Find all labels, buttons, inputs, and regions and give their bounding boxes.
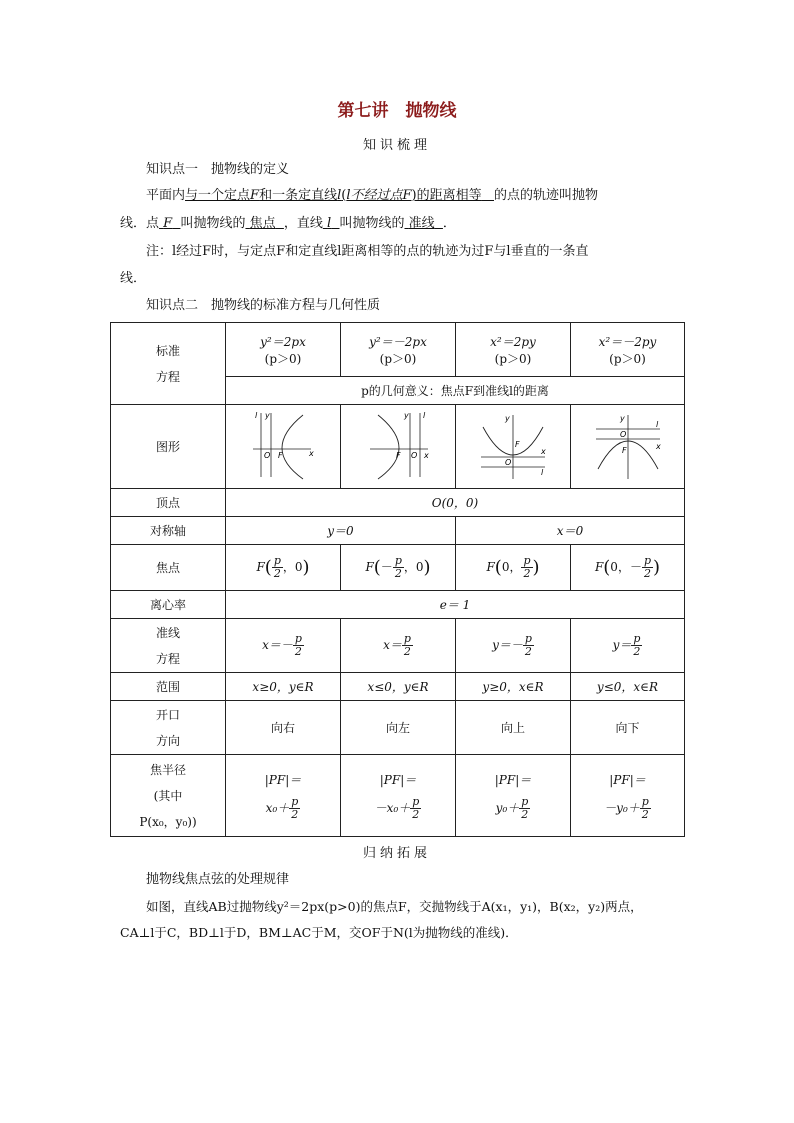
text: 准线 xyxy=(408,216,435,231)
fraction xyxy=(293,633,304,658)
svg-text:y: y xyxy=(404,411,409,420)
svg-text:y: y xyxy=(265,411,270,420)
radius-cell xyxy=(226,755,341,837)
fraction xyxy=(410,796,421,821)
row-label-radius: 焦半径 (其中 P(x₀，y₀)) xyxy=(111,755,226,837)
row-label-graph: 图形 xyxy=(111,405,226,489)
text: F xyxy=(486,560,495,574)
text: x＝ xyxy=(383,638,402,652)
text: l xyxy=(327,216,332,231)
text: p xyxy=(273,554,281,567)
kp2-heading: 知识点二 抛物线的标准方程与几何性质 xyxy=(146,298,381,313)
svg-text:F: F xyxy=(278,451,283,460)
text: 焦点 xyxy=(249,216,276,231)
svg-text:x: x xyxy=(424,451,429,460)
kp3-heading: 抛物线焦点弦的处理规律 xyxy=(146,872,290,887)
row-label-std: 标准 方程 xyxy=(111,323,226,405)
open-value: 向左 xyxy=(341,701,456,755)
p-meaning: p的几何意义：焦点F到准线l的距离 xyxy=(226,377,685,405)
kp1-definition-line1 xyxy=(120,182,680,210)
text: |PF|＝ xyxy=(609,772,646,787)
text: (p＞0) xyxy=(379,351,417,366)
directrix-cell xyxy=(341,619,456,673)
text: (p＞0) xyxy=(264,351,302,366)
text: 平面内 xyxy=(146,188,186,203)
text: p xyxy=(291,794,299,808)
properties-table xyxy=(110,322,685,837)
directrix-cell xyxy=(226,619,341,673)
table-row xyxy=(111,591,685,619)
text: |PF|＝ xyxy=(379,772,417,787)
row-label-range: 范围 xyxy=(111,673,226,701)
section-heading-extension: 归纳拓展 xyxy=(362,846,431,861)
graph-cell xyxy=(456,405,571,489)
text: 的点的轨迹叫抛物 xyxy=(494,188,599,203)
text: )的距离相等 xyxy=(411,188,482,203)
text: y₀＋ xyxy=(495,800,520,815)
fraction xyxy=(519,796,530,821)
text: 0 xyxy=(501,560,510,574)
svg-text:x: x xyxy=(655,442,661,451)
std-eq-cell xyxy=(456,323,571,377)
svg-text:O: O xyxy=(619,430,626,439)
text: l xyxy=(337,188,342,203)
axis-value: y＝0 xyxy=(226,517,456,545)
text: |PF|＝ xyxy=(494,772,532,787)
text: F xyxy=(365,560,374,574)
fraction xyxy=(523,633,534,658)
text: 2 xyxy=(643,567,651,580)
blank-answer-5 xyxy=(405,216,443,231)
svg-text:l: l xyxy=(423,411,426,420)
fraction xyxy=(640,796,651,821)
text: p xyxy=(641,794,649,808)
focus-cell: F( $\frac{p}{2}$ ，0) xyxy=(226,545,341,591)
kp3-paragraph-line1: 如图，直线AB过抛物线y²＝2px(p>0)的焦点F，交抛物线于A(x₁，y₁)，B(x₂，y₂)两点， xyxy=(146,899,643,914)
vertex-value: O(0，0) xyxy=(226,489,685,517)
text: 2 xyxy=(523,567,531,580)
text: p xyxy=(523,554,531,567)
fraction xyxy=(642,555,653,580)
row-label-directrix: 准线 方程 xyxy=(111,619,226,673)
text: p xyxy=(294,632,302,645)
table-row xyxy=(111,323,685,377)
svg-text:F: F xyxy=(396,451,401,460)
svg-text:l: l xyxy=(655,420,658,429)
ecc-value: e＝ 1 xyxy=(226,591,685,619)
text: ，直线 xyxy=(283,216,323,231)
open-value: 向上 xyxy=(456,701,571,755)
text: p xyxy=(633,632,641,645)
graph-down-opening xyxy=(592,409,664,481)
fraction xyxy=(402,633,413,658)
text: p xyxy=(394,554,402,567)
text: 2 xyxy=(394,567,402,580)
graph-cell xyxy=(571,405,685,489)
focus-cell: F(0，－ $\frac{p}{2}$ ) xyxy=(571,545,685,591)
text: y＝ xyxy=(612,638,632,652)
fraction xyxy=(631,633,642,658)
text: p xyxy=(521,794,529,808)
row-label-open: 开口 方向 xyxy=(111,701,226,755)
text: ， xyxy=(403,560,416,574)
svg-text:F: F xyxy=(621,446,627,455)
text: ， xyxy=(282,560,295,574)
page-title: 第七讲 抛物线 xyxy=(337,101,457,121)
text: 2 xyxy=(521,807,529,821)
svg-text:x: x xyxy=(309,449,314,458)
fraction xyxy=(289,796,300,821)
text: y²＝－2px xyxy=(369,334,427,349)
text: 叫抛物线的 xyxy=(180,216,246,231)
text: －x₀＋ xyxy=(374,800,411,815)
kp1-note-cont: 线． xyxy=(120,271,147,286)
focus-cell: F(－ $\frac{p}{2}$ ，0) xyxy=(341,545,456,591)
svg-text:l: l xyxy=(541,468,544,477)
text: 0 xyxy=(610,560,618,574)
table-row xyxy=(111,405,685,489)
text: ． xyxy=(442,216,456,231)
directrix-cell xyxy=(571,619,685,673)
range-value: y≥0，x∈R xyxy=(456,673,571,701)
text: p xyxy=(412,794,420,808)
svg-text:O: O xyxy=(264,451,271,460)
text: (p＞0) xyxy=(494,351,532,366)
range-value: y≤0，x∈R xyxy=(571,673,685,701)
axis-value: x＝0 xyxy=(456,517,685,545)
directrix-cell xyxy=(456,619,571,673)
table-row xyxy=(111,619,685,673)
table-row xyxy=(111,545,685,591)
text: 和一条定直线 xyxy=(259,188,338,203)
range-value: x≤0，y∈R xyxy=(341,673,456,701)
blank-answer-2 xyxy=(159,216,180,231)
svg-text:F: F xyxy=(515,440,520,449)
graph-cell xyxy=(226,405,341,489)
text: (p＞0) xyxy=(609,351,646,366)
graph-left-opening xyxy=(366,409,430,481)
std-eq-cell xyxy=(571,323,685,377)
text: ( xyxy=(341,188,347,203)
text: x²＝2py xyxy=(490,334,536,349)
text: －y₀＋ xyxy=(604,800,640,815)
std-eq-cell xyxy=(226,323,341,377)
kp1-note: 注：l经过F时，与定点F和定直线l距离相等的点的轨迹为过F与l垂直的一条直 xyxy=(146,244,589,259)
open-value: 向下 xyxy=(571,701,685,755)
text: 与一个定点 xyxy=(185,188,251,203)
radius-cell xyxy=(571,755,685,837)
text: p xyxy=(524,632,532,645)
fraction xyxy=(393,555,404,580)
text: |PF|＝ xyxy=(264,772,302,787)
svg-text:y: y xyxy=(619,414,625,423)
text: F xyxy=(594,560,604,574)
text: x＝－ xyxy=(262,638,293,652)
text: l不经过点F xyxy=(346,188,412,203)
section-heading-knowledge: 知识梳理 xyxy=(362,138,431,153)
text: x²＝－2py xyxy=(598,334,657,349)
text: 0 xyxy=(415,560,424,574)
table-row xyxy=(111,517,685,545)
kp1-heading: 知识点一 抛物线的定义 xyxy=(146,162,290,177)
text: p xyxy=(643,554,652,567)
graph-cell xyxy=(341,405,456,489)
svg-text:l: l xyxy=(255,411,258,420)
text: 2 xyxy=(291,807,299,821)
row-label-axis: 对称轴 xyxy=(111,517,226,545)
text: 0 xyxy=(294,560,303,574)
text: F xyxy=(163,216,173,231)
svg-text:y: y xyxy=(505,414,510,423)
std-eq-cell xyxy=(341,323,456,377)
text: 2 xyxy=(403,645,411,658)
table-row xyxy=(111,489,685,517)
graph-up-opening xyxy=(477,409,549,481)
text: 2 xyxy=(633,645,641,658)
blank-answer-1 xyxy=(185,188,494,203)
text: ， xyxy=(617,560,630,574)
text: 线．点 xyxy=(120,216,160,231)
text: 叫抛物线的 xyxy=(339,216,405,231)
text: F xyxy=(256,560,265,574)
blank-answer-4 xyxy=(323,216,340,231)
table-row xyxy=(111,673,685,701)
radius-cell xyxy=(456,755,571,837)
table-row xyxy=(111,701,685,755)
text: F xyxy=(250,188,260,203)
svg-text:O: O xyxy=(411,451,418,460)
fraction xyxy=(272,555,283,580)
range-value: x≥0，y∈R xyxy=(226,673,341,701)
fraction xyxy=(521,555,532,580)
text: 2 xyxy=(524,645,532,658)
radius-cell xyxy=(341,755,456,837)
blank-answer-3 xyxy=(245,216,283,231)
open-value: 向右 xyxy=(226,701,341,755)
text: 2 xyxy=(294,645,302,658)
text: y＝－ xyxy=(492,638,523,652)
graph-right-opening xyxy=(251,409,315,481)
text: 2 xyxy=(641,807,649,821)
kp1-definition-line2 xyxy=(120,210,680,238)
text: 2 xyxy=(273,567,281,580)
text: ， xyxy=(509,560,522,574)
kp3-paragraph-line2: CA⊥l于C，BD⊥l于D，BM⊥AC于M，交OF于N(l为抛物线的准线)． xyxy=(120,925,518,940)
text: x₀＋ xyxy=(265,800,290,815)
text: y²＝2px xyxy=(260,334,306,349)
focus-cell: F(0， $\frac{p}{2}$ ) xyxy=(456,545,571,591)
text: p xyxy=(403,632,411,645)
svg-text:O: O xyxy=(505,458,512,467)
svg-text:x: x xyxy=(541,447,546,456)
table-row xyxy=(111,755,685,837)
text: 2 xyxy=(412,807,420,821)
row-label-ecc: 离心率 xyxy=(111,591,226,619)
row-label-focus: 焦点 xyxy=(111,545,226,591)
row-label-vertex: 顶点 xyxy=(111,489,226,517)
